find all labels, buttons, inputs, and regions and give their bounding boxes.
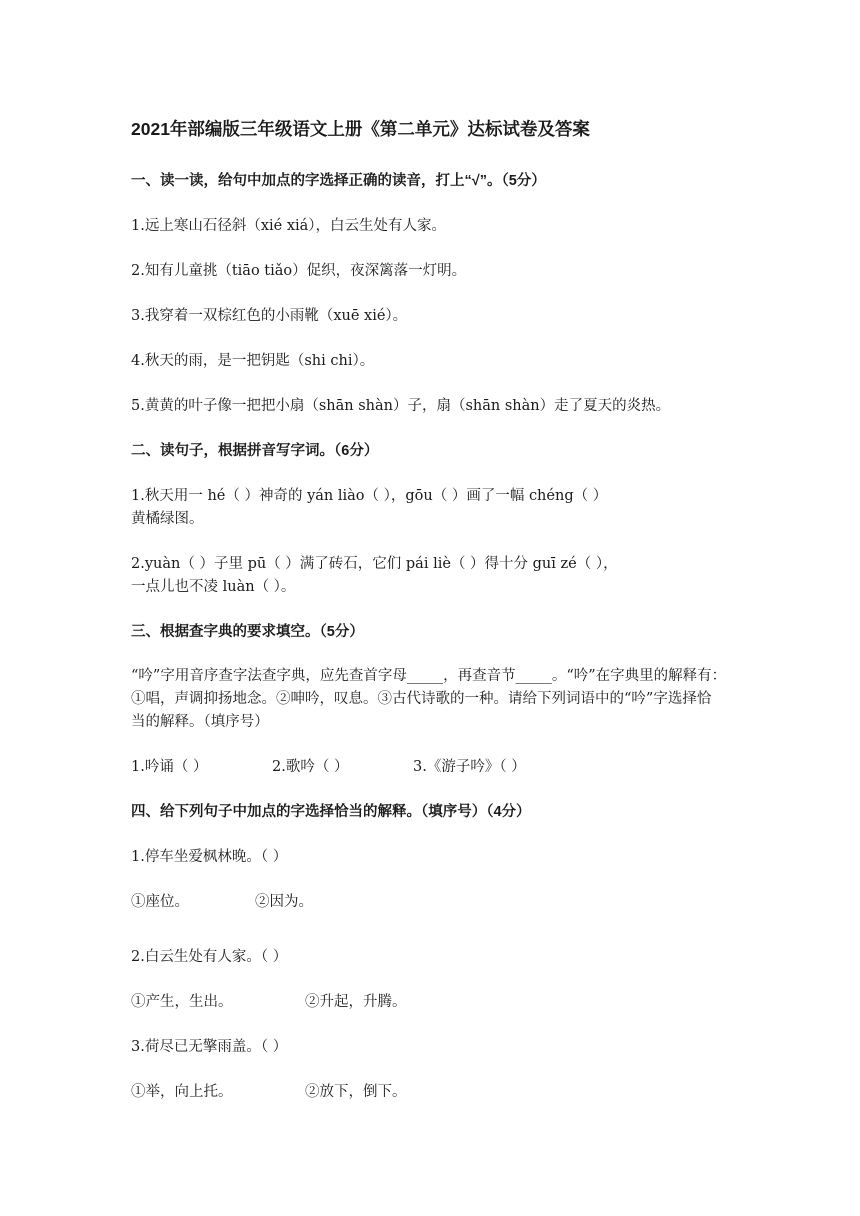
s3-para-line3: 当的解释。（填序号） bbox=[131, 714, 269, 730]
s3-para-line2: ①唱，声调抑扬地念。②呻吟，叹息。③古代诗歌的一种。请给下列词语中的“吟”字选择恰 bbox=[131, 691, 712, 707]
page-title: 2021年部编版三年级语文上册《第二单元》达标试卷及答案 bbox=[131, 119, 590, 139]
s4-q1: 1.停车坐爱枫林晚。（ ） bbox=[131, 849, 288, 865]
s2-q2-line1: 2.yuàn（ ）子里 pū（ ）满了砖石，它们 pái liè（ ）得十分 guī zé（ ）， bbox=[131, 556, 618, 572]
s2-q1-line1: 1.秋天用一 hé（ ）神奇的 yán liào（ ），gōu（ ）画了一幅 chéng（ ） bbox=[131, 488, 608, 504]
s1-item-5: 5.黄黄的叶子像一把把小扇（shān shàn）子，扇（shān shàn）走了夏天的炎热。 bbox=[131, 398, 671, 414]
s4-q2-option-b: ②升起，升腾。 bbox=[305, 994, 407, 1010]
s3-para-line1: “吟”字用音序查字法查字典，应先查首字母_____，再查音节_____。“吟”在字典里的解释有： bbox=[131, 668, 727, 684]
s1-item-2: 2.知有儿童挑（tiāo tiǎo）促织，夜深篱落一灯明。 bbox=[131, 263, 467, 279]
s1-item-3: 3.我穿着一双棕红色的小雨靴（xuē xié）。 bbox=[131, 308, 408, 324]
section-4-heading: 四、给下列句子中加点的字选择恰当的解释。（填序号）（4分） bbox=[131, 804, 531, 820]
s1-item-1: 1.远上寒山石径斜（xié xiá），白云生处有人家。 bbox=[131, 218, 447, 234]
s2-q2-line2: 一点儿也不凌 luàn（ ）。 bbox=[131, 579, 296, 595]
s3-option-3: 3.《游子吟》（ ） bbox=[413, 759, 526, 775]
s4-q1-option-b: ②因为。 bbox=[255, 894, 313, 910]
section-3-heading: 三、根据查字典的要求填空。（5分） bbox=[131, 624, 364, 640]
s4-q2-option-a: ①产生，生出。 bbox=[131, 994, 233, 1010]
s3-option-2: 2.歌吟（ ） bbox=[272, 759, 349, 775]
s3-option-1: 1.吟诵（ ） bbox=[131, 759, 208, 775]
s4-q3: 3.荷尽已无擎雨盖。（ ） bbox=[131, 1039, 288, 1055]
s4-q3-option-a: ①举，向上托。 bbox=[131, 1084, 233, 1100]
section-1-heading: 一、读一读，给句中加点的字选择正确的读音，打上“√”。（5分） bbox=[131, 173, 546, 189]
s4-q1-option-a: ①座位。 bbox=[131, 894, 189, 910]
section-2-heading: 二、读句子，根据拼音写字词。（6分） bbox=[131, 443, 379, 459]
s2-q1-line2: 黄橘绿图。 bbox=[131, 511, 204, 527]
s4-q2: 2.白云生处有人家。（ ） bbox=[131, 949, 288, 965]
s1-item-4: 4.秋天的雨，是一把钥匙（shi chi）。 bbox=[131, 353, 375, 369]
s4-q3-option-b: ②放下，倒下。 bbox=[305, 1084, 407, 1100]
